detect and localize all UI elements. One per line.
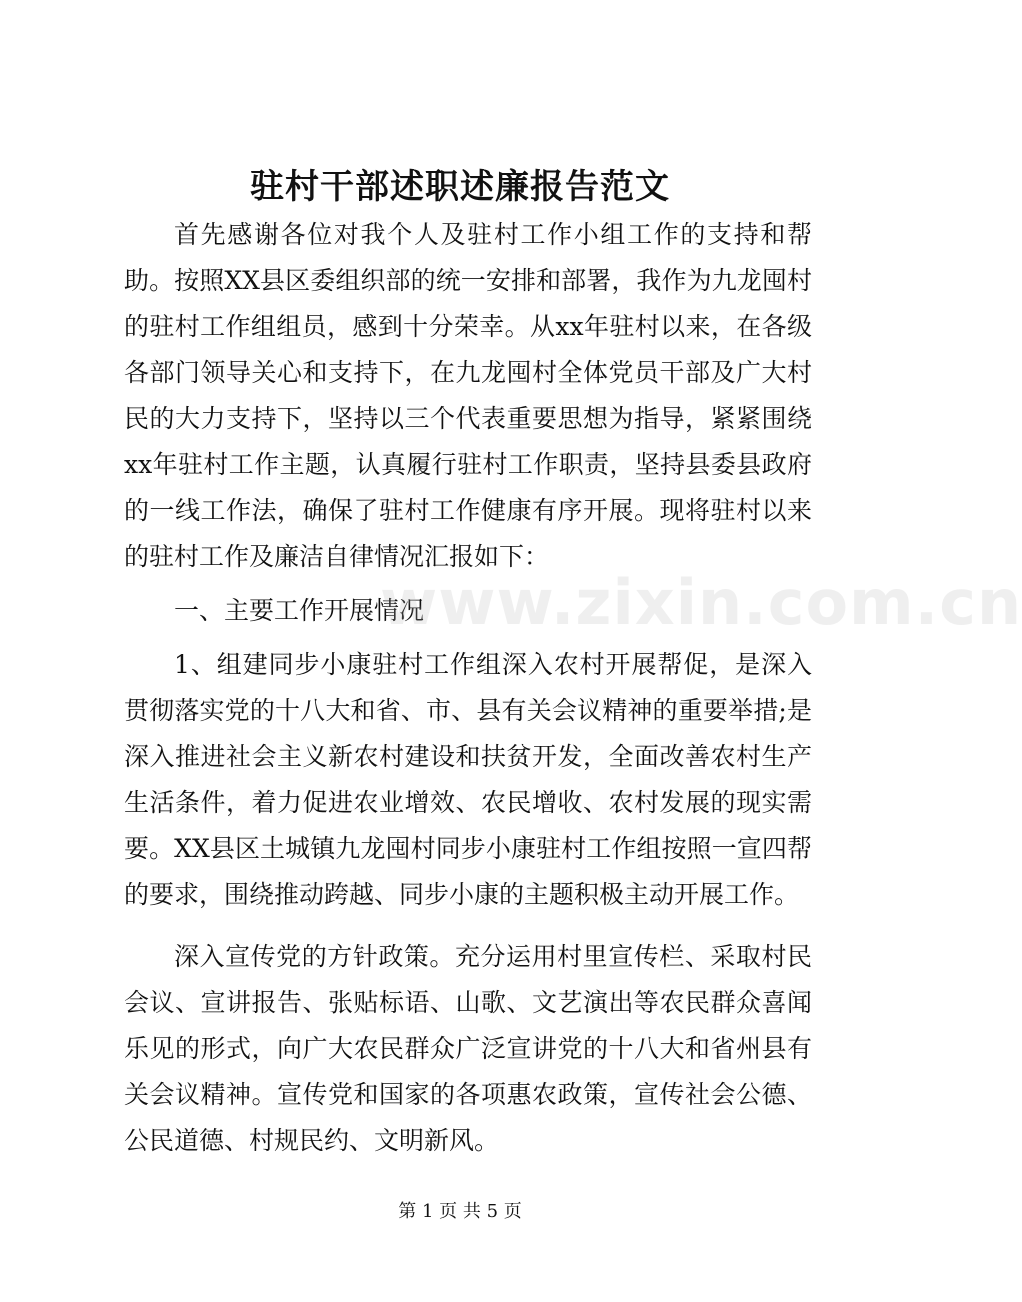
paragraph-propaganda: 深入宣传党的方针政策。充分运用村里宣传栏、采取村民会议、宣讲报告、张贴标语、山歌、文艺演出等农民群众喜闻乐见的形式，向广大农民群众广泛宣讲党的十八大和省州县有关会议精神。宣传党和国家的各项惠农政策，宣传社会公德、公民道德、村规民约、文明新风。 <box>124 942 812 1155</box>
page-footer: 第 1 页 共 5 页 <box>398 1201 522 1222</box>
paragraph-item-1: 1、组建同步小康驻村工作组深入农村开展帮促，是深入贯彻落实党的十八大和省、市、县有关会议精神的重要举措;是深入推进社会主义新农村建设和扶贫开发，全面改善农村生产生活条件，着力促进农业增效、农民增收、农村发展的现实需要。XX县区土城镇九龙囤村同步小康驻村工作组按照一宣四帮的要求，围绕推动跨越、同步小康的主题积极主动开展工作。 <box>124 650 812 909</box>
document-body <box>124 212 812 1164</box>
section-heading: 一、主要工作开展情况 <box>174 596 425 625</box>
paragraph-intro: 首先感谢各位对我个人及驻村工作小组工作的支持和帮助。按照XX县区委组织部的统一安排和部署，我作为九龙囤村的驻村工作组组员，感到十分荣幸。从xx年驻村以来，在各级各部门领导关心和支持下，在九龙囤村全体党员干部及广大村民的大力支持下，坚持以三个代表重要思想为指导，紧紧围绕xx年驻村工作主题，认真履行驻村工作职责，坚持县委县政府的一线工作法，确保了驻村工作健康有序开展。现将驻村以来的驻村工作及廉洁自律情况汇报如下： <box>124 220 812 571</box>
document-title: 驻村干部述职述廉报告范文 <box>250 167 670 207</box>
watermark: www.zixin.com.cn <box>380 566 1022 639</box>
